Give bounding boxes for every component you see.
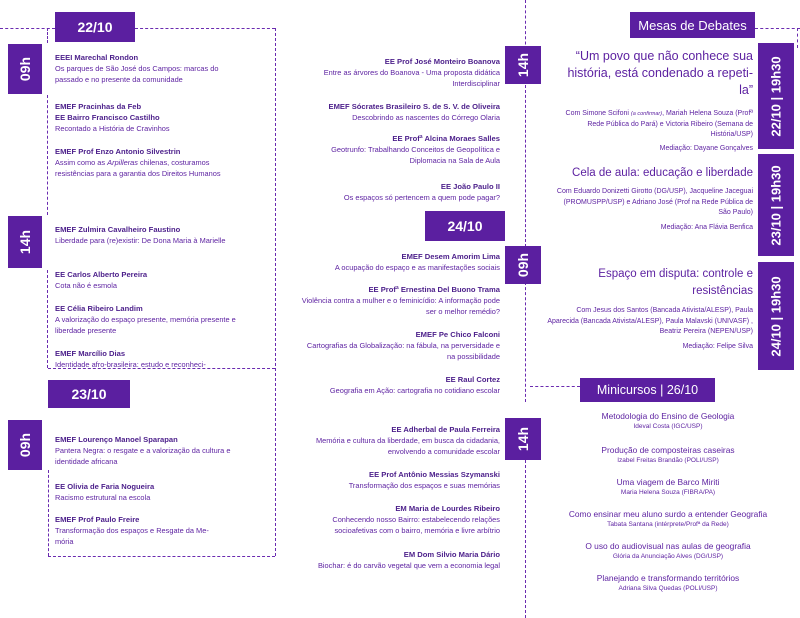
project-title: Conhecendo nosso Bairro: estabelecendo relações socioafetivas com o bairro, memória e livre arbítrio (332, 515, 500, 535)
school-name: EMEF Sócrates Brasileiro S. de S. V. de Oliveira (328, 102, 500, 111)
debate-item (555, 48, 753, 154)
school-name: EE Bairro Francisco Castilho (55, 113, 160, 122)
list-item (300, 133, 500, 166)
course-teacher: Tabata Santana (intérprete/Profª da Rede) (607, 521, 729, 528)
list-item (55, 269, 245, 291)
school-name: EMEF Zulmira Cavalheiro Faustino (55, 225, 181, 234)
list-item (290, 181, 500, 203)
debate-item (555, 165, 753, 233)
project-title: Cota não é esmola (55, 281, 118, 290)
date-22-10: 22/10 (55, 12, 135, 42)
debate-item (545, 266, 753, 352)
list-item (55, 348, 255, 370)
list-item (290, 56, 500, 89)
list-item (55, 52, 245, 85)
course-item (548, 573, 788, 594)
list-item (290, 251, 500, 273)
project-title: Memória e cultura da liberdade, em busca da cidadania, envolvendo a comunidade escolar (315, 436, 500, 456)
list-item (55, 303, 245, 336)
school-name: EE João Paulo II (440, 182, 500, 191)
course-teacher: Izabel Freitas Brandão (POLI/USP) (617, 457, 719, 464)
course-item (548, 541, 788, 562)
project-title: Transformação dos espaços e Resgate da Me-mória (55, 526, 209, 546)
connector-line (47, 28, 48, 43)
course-title: O uso do audiovisual nas aulas de geografia (585, 541, 751, 551)
time-09h: 09h (8, 420, 42, 470)
school-name: EE Profª Alcina Moraes Salles (392, 134, 500, 143)
debate-title: Cela de aula: educação e liberdade (572, 167, 753, 179)
time-09h: 09h (505, 246, 541, 284)
debate-speakers: Com Eduardo Donizetti Girotto (DG/USP), Jacqueline Jaceguai (PROMUSPP/USP) e Adriano José (Prof na Rede Pública de São Paulo) (556, 188, 753, 216)
list-item (290, 503, 500, 536)
time-14h: 14h (505, 418, 541, 460)
project-title: Pantera Negra: o resgate e a valorização da cultura e identidade africana (55, 446, 231, 466)
school-name: EMEF Prof Enzo Antonio Silvestrin (55, 147, 181, 156)
connector-line (275, 28, 276, 556)
connector-line (48, 470, 49, 556)
course-title: Como ensinar meu aluno surdo a entender Geografia (568, 509, 768, 519)
debate-time-22: 22/10 | 19h30 (758, 43, 794, 149)
school-name: EE Carlos Alberto Pereira (55, 270, 148, 279)
school-name: EMEF Pracinhas da Feb (55, 102, 142, 111)
school-name: EE Célia Ribeiro Landim (55, 304, 143, 313)
project-title: Geografia em Ação: cartografia no cotidiano escolar (329, 386, 500, 395)
list-item (290, 549, 500, 571)
project-title: Assim como as Arpilleras chilenas, costuramos resistências para a garantia dos Direitos Humanos (55, 158, 221, 178)
time-14h: 14h (505, 46, 541, 84)
date-23-10: 23/10 (48, 380, 130, 408)
school-name: EE Prof José Monteiro Boanova (384, 57, 500, 66)
debate-time-24: 24/10 | 19h30 (758, 262, 794, 370)
connector-line (797, 28, 798, 48)
connector-line (525, 460, 526, 618)
connector-line (525, 282, 526, 402)
project-title: Racismo estrutural na escola (55, 493, 151, 502)
debate-title: Espaço em disputa: controle e resistências (598, 268, 753, 297)
school-name: EE Olivia de Faria Nogueira (55, 482, 155, 491)
project-title: A valorização do espaço presente, memória presente e liberdade presente (55, 315, 236, 335)
debate-mediation: Mediação: Felipe Silva (682, 342, 753, 350)
debate-mediation: Mediação: Ana Flávia Benfica (660, 223, 753, 231)
project-title: Identidade afro-brasileira: estudo e reconheci- (55, 360, 206, 369)
school-name: EM Maria de Lourdes Ribeiro (395, 504, 500, 513)
debate-time-23: 23/10 | 19h30 (758, 154, 794, 256)
connector-line (48, 556, 275, 557)
connector-line (135, 28, 275, 29)
project-title: Entre as árvores do Boanova - Uma proposta didática Interdisciplinar (323, 68, 500, 88)
school-name: EMEF Pe Chico Falconi (415, 330, 500, 339)
list-item (55, 514, 225, 547)
project-title: Biochar: é do carvão vegetal que vem a economia legal (317, 561, 500, 570)
list-item (290, 424, 500, 457)
course-item (548, 445, 788, 466)
list-item (55, 101, 245, 134)
connector-line (47, 95, 48, 215)
course-title: Metodologia do Ensino de Geologia (601, 411, 735, 421)
project-title: Geotrunfo: Trabalhando Conceitos de Geopolítica e Diplomacia na Sala de Aula (331, 145, 500, 165)
course-title: Produção de composteiras caseiras (601, 445, 735, 455)
project-title: Violência contra a mulher e o feminicídio: A informação pode ser o melhor remédio? (301, 296, 500, 316)
project-title: Transformação dos espaços e suas memórias (348, 481, 500, 490)
course-title: Uma viagem de Barco Miriti (616, 477, 720, 487)
debate-speakers: Com Jesus dos Santos (Bancada Ativista/ALESP), Paula Aparecida (Bancada Ativista/ALESP), Paula Malavski (UNIVASF) , Beatriz Pereira (NEPEN/USP) (547, 307, 753, 335)
debate-speakers: Com Simone Scifoni (a confirmar), Mariah Helena Souza (Profª Rede Pública do Pará) e Victoria Ribeiro (Semana de História/USP) (565, 110, 753, 138)
course-item (548, 509, 788, 530)
list-item (290, 469, 500, 491)
connector-line (530, 386, 580, 387)
list-item (290, 284, 500, 317)
project-title: Os espaços só pertencem a quem pode pagar? (343, 193, 500, 202)
list-item (55, 146, 235, 179)
school-name: EMEF Desem Amorim Lima (401, 252, 500, 261)
list-item (300, 329, 500, 362)
debate-mediation: Mediação: Dayane Gonçalves (659, 144, 753, 152)
school-name: EMEF Marcílio Dias (55, 349, 126, 358)
list-item (55, 224, 235, 246)
school-name: EEEI Marechal Rondon (55, 53, 139, 62)
school-name: EE Prof Antônio Messias Szymanski (369, 470, 500, 479)
course-title: Planejando e transformando territórios (596, 573, 740, 583)
list-item (290, 101, 500, 123)
project-title: Os parques de São José dos Campos: marcas do passado e no presente da comunidade (55, 64, 219, 84)
connector-line (47, 270, 48, 368)
course-teacher: Ideval Costa (IGC/USP) (633, 423, 703, 430)
course-teacher: Glória da Anunciação Alves (DG/USP) (612, 553, 724, 560)
list-item (55, 434, 245, 467)
course-teacher: Maria Helena Souza (FIBRA/PA) (620, 489, 716, 496)
course-item (548, 411, 788, 432)
school-name: EMEF Prof Paulo Freire (55, 515, 140, 524)
school-name: EM Dom Silvio Maria Dário (403, 550, 500, 559)
course-teacher: Adriana Silva Quedas (POLI/USP) (618, 585, 718, 592)
debate-title: “Um povo que não conhece sua história, está condenado a repeti-la” (567, 49, 753, 97)
project-title: Descobrindo as nascentes do Córrego Olaria (352, 113, 500, 122)
school-name: EMEF Lourenço Manoel Sparapan (55, 435, 178, 444)
project-title: Cartografias da Globalização: na fábula, na perversidade e na possibilidade (306, 341, 500, 361)
school-name: EE Profª Ernestina Del Buono Trama (368, 285, 500, 294)
project-title: Liberdade para (re)existir: De Dona Maria à Marielle (55, 236, 226, 245)
minicursos-header: Minicursos | 26/10 (580, 378, 715, 402)
course-item (548, 477, 788, 498)
time-14h: 14h (8, 216, 42, 268)
debates-header: Mesas de Debates (630, 12, 755, 38)
connector-line (525, 80, 526, 252)
list-item (55, 481, 245, 503)
time-09h: 09h (8, 44, 42, 94)
school-name: EE Adherbal de Paula Ferreira (391, 425, 500, 434)
school-name: EE Raul Cortez (445, 375, 500, 384)
project-title: A ocupação do espaço e as manifestações sociais (334, 263, 500, 272)
project-title: Recontado a História de Cravinhos (55, 124, 170, 133)
date-24-10: 24/10 (425, 211, 505, 241)
connector-line (755, 28, 800, 29)
list-item (290, 374, 500, 396)
